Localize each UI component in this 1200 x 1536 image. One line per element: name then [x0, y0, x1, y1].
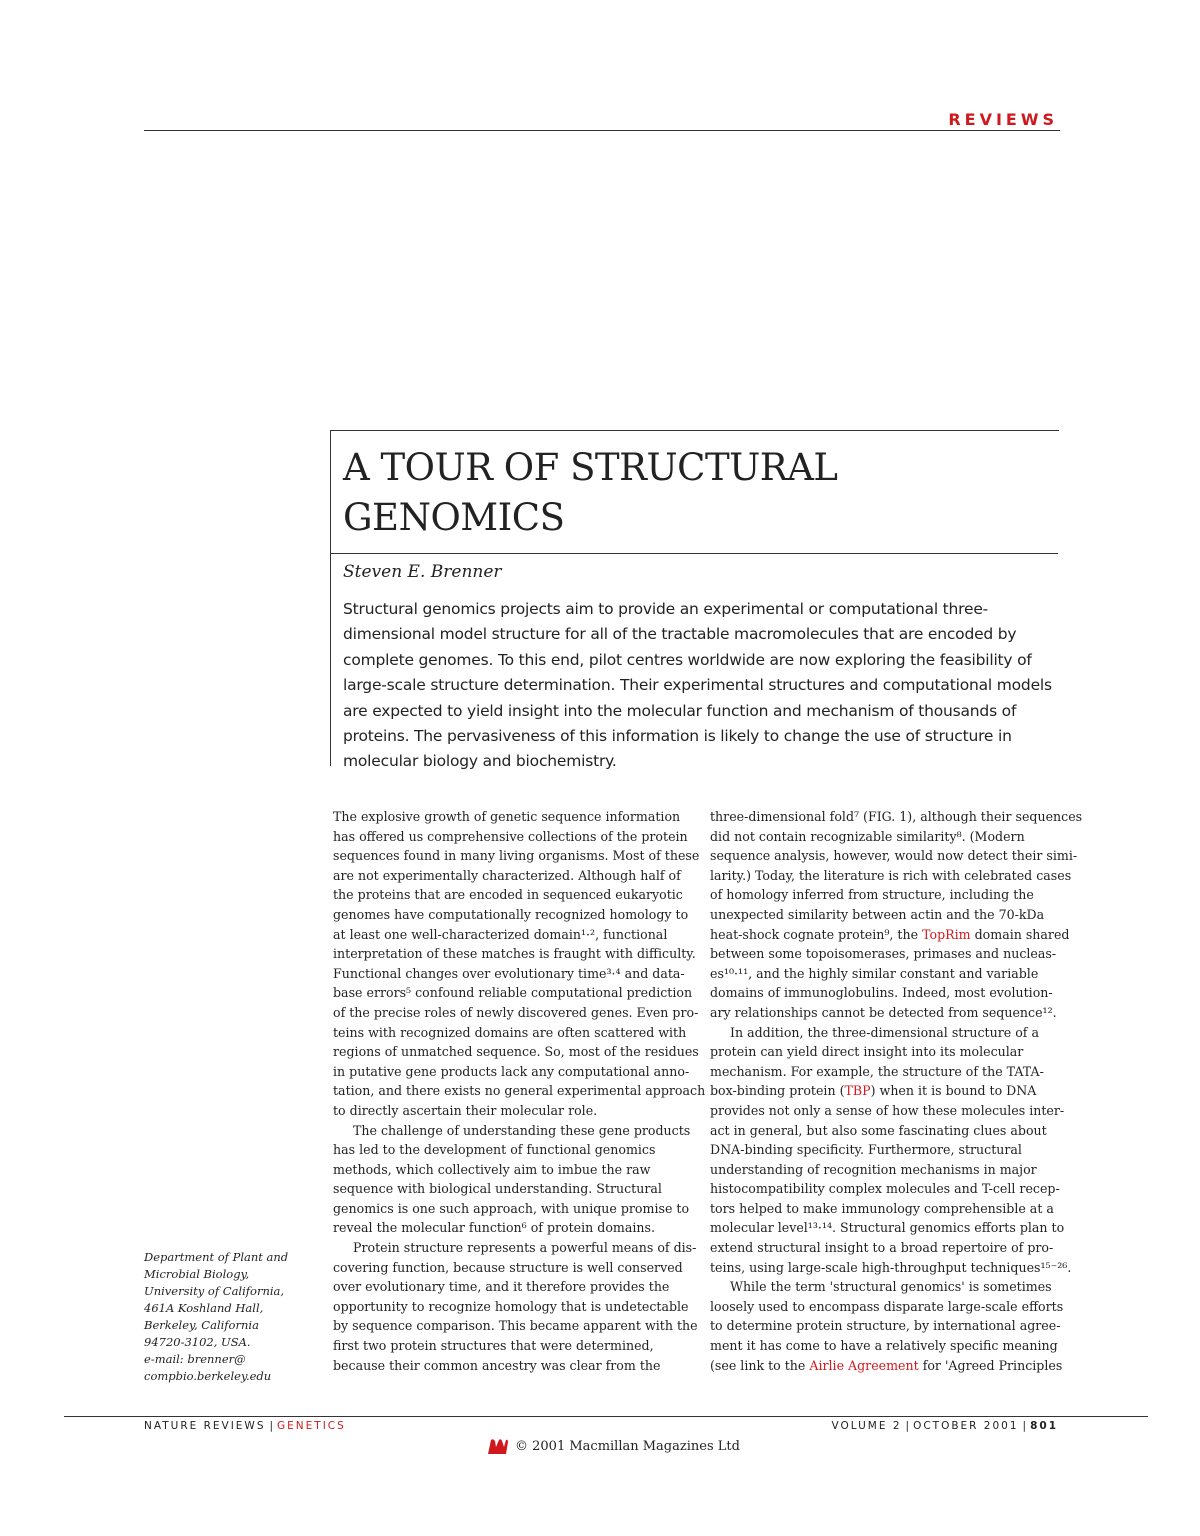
body-line — [710, 1081, 1056, 1101]
journal-name: NATURE REVIEWS — [144, 1420, 266, 1432]
text-run: for 'Agreed Principles — [918, 1357, 1063, 1373]
body-line: tors helped to make immunology comprehensible at a — [710, 1200, 1054, 1216]
footer-rule — [64, 1416, 1148, 1417]
body-line: mechanism. For example, the structure of the TATA- — [710, 1063, 1044, 1079]
author-name: Steven E. Brenner — [343, 562, 502, 582]
body-line: tation, and there exists no general experimental approach — [333, 1083, 706, 1099]
body-line: opportunity to recognize homology that is undetectable — [333, 1298, 689, 1314]
body-line: provides not only a sense of how these molecules inter- — [710, 1102, 1065, 1118]
body-line: molecular level¹³·¹⁴. Structural genomics efforts plan to — [710, 1220, 1065, 1236]
body-line: by sequence comparison. This became apparent with the — [333, 1318, 698, 1334]
footer-issue — [832, 1420, 1058, 1432]
issue-date: OCTOBER 2001 — [913, 1420, 1019, 1432]
body-line: understanding of recognition mechanisms in major — [710, 1161, 1037, 1177]
body-line: extend structural insight to a broad repertoire of pro- — [710, 1240, 1054, 1256]
body-line: In addition, the three-dimensional structure of a — [730, 1024, 1039, 1040]
abstract-line: Structural genomics projects aim to provide an experimental or computational three- — [343, 600, 989, 618]
text-run: (see link to the — [710, 1357, 810, 1373]
body-line: genomes have computationally recognized homology to — [333, 906, 689, 922]
footer-separator: | — [905, 1420, 910, 1432]
affiliation-line: Berkeley, California — [144, 1318, 259, 1332]
affiliation-line: 94720-3102, USA. — [144, 1335, 251, 1349]
body-line — [710, 1356, 1063, 1376]
body-line: did not contain recognizable similarity⁸. (Modern — [710, 828, 1025, 844]
body-line: because their common ancestry was clear from the — [333, 1357, 661, 1373]
journal-section: GENETICS — [277, 1420, 346, 1432]
article-title — [343, 443, 1043, 543]
abstract-line: large-scale structure determination. Their experimental structures and computational models — [343, 676, 1052, 695]
text-run: box-binding protein ( — [710, 1083, 845, 1099]
text-run: ) when it is bound to DNA — [870, 1083, 1037, 1099]
author-affiliation — [144, 1249, 314, 1385]
text-run: heat-shock cognate protein⁹, the — [710, 926, 923, 942]
body-line: The explosive growth of genetic sequence information — [333, 809, 681, 824]
airlie-agreement-link[interactable]: Airlie Agreement — [809, 1357, 919, 1373]
body-line: at least one well-characterized domain¹·², functional — [333, 926, 668, 942]
volume: VOLUME 2 — [831, 1420, 902, 1432]
body-line: The challenge of understanding these gene products — [353, 1122, 691, 1138]
body-line: has offered us comprehensive collections of the protein — [333, 828, 688, 844]
affiliation-line: Microbial Biology, — [144, 1267, 250, 1281]
body-line: es¹⁰·¹¹, and the highly similar constant and variable — [710, 965, 1039, 981]
abstract-line: are expected to yield insight into the molecular function and mechanism of thousands of — [343, 701, 1017, 720]
toprim-link[interactable]: TopRim — [922, 926, 971, 942]
body-line: base errors⁵ confound reliable computational prediction — [333, 985, 693, 1001]
abstract-line: dimensional model structure for all of the tractable macromolecules that are encoded by — [343, 625, 1017, 644]
abstract-line: proteins. The pervasiveness of this information is likely to change the use of structure in — [343, 727, 1012, 746]
body-line: unexpected similarity between actin and the 70-kDa — [710, 906, 1045, 922]
body-line: act in general, but also some fascinating clues about — [710, 1122, 1047, 1138]
body-line: are not experimentally characterized. Although half of — [333, 867, 681, 883]
body-line: sequence analysis, however, would now detect their simi- — [710, 848, 1078, 864]
body-line: first two protein structures that were determined, — [333, 1338, 654, 1354]
page-number: 801 — [1030, 1420, 1058, 1432]
body-line — [710, 925, 1070, 945]
footer-separator: | — [1022, 1420, 1027, 1432]
body-line: sequences found in many living organisms. Most of these — [333, 848, 700, 864]
body-line: of the precise roles of newly discovered genes. Even pro- — [333, 1004, 699, 1020]
body-line: Protein structure represents a powerful means of dis- — [353, 1240, 697, 1256]
affiliation-line: e-mail: brenner@ — [144, 1352, 246, 1366]
body-line: sequence with biological understanding. Structural — [333, 1181, 662, 1197]
body-line: larity.) Today, the literature is rich with celebrated cases — [710, 867, 1072, 883]
body-line: the proteins that are encoded in sequenced eukaryotic — [333, 887, 683, 903]
body-line: of homology inferred from structure, including the — [710, 887, 1034, 903]
body-line: over evolutionary time, and it therefore provides the — [333, 1279, 670, 1295]
body-line: methods, which collectively aim to imbue the raw — [333, 1161, 651, 1177]
macmillan-logo-icon — [487, 1437, 509, 1455]
body-line: ary relationships cannot be detected from sequence¹². — [710, 1004, 1057, 1020]
body-line: teins with recognized domains are often scattered with — [333, 1024, 687, 1040]
body-line: protein can yield direct insight into its molecular — [710, 1044, 1024, 1060]
affiliation-line: University of California, — [144, 1284, 285, 1298]
section-label: REVIEWS — [948, 110, 1058, 129]
body-line: teins, using large-scale high-throughput techniques¹⁵⁻²⁶. — [710, 1259, 1072, 1275]
copyright-text: © 2001 Macmillan Magazines Ltd — [515, 1438, 740, 1454]
body-line: between some topoisomerases, primases and nucleas- — [710, 946, 1057, 962]
body-line: reveal the molecular function⁶ of protein domains. — [333, 1220, 655, 1236]
header-rule — [144, 130, 1060, 131]
body-line: domains of immunoglobulins. Indeed, most evolution- — [710, 985, 1053, 1001]
affiliation-line: Department of Plant and — [144, 1250, 289, 1264]
body-column-1 — [333, 807, 706, 1375]
tbp-link[interactable]: TBP — [844, 1083, 871, 1099]
body-line: has led to the development of functional genomics — [333, 1142, 656, 1158]
body-column-2 — [710, 807, 1083, 1375]
body-line: ment it has come to have a relatively specific meaning — [710, 1338, 1058, 1354]
copyright-line — [487, 1437, 740, 1455]
body-line: While the term 'structural genomics' is sometimes — [730, 1279, 1052, 1295]
body-line: in putative gene products lack any computational anno- — [333, 1063, 690, 1079]
body-line: Functional changes over evolutionary time³·⁴ and data- — [333, 965, 685, 981]
body-line: histocompatibility complex molecules and T-cell recep- — [710, 1181, 1060, 1197]
body-line: to directly ascertain their molecular role. — [333, 1102, 598, 1118]
affiliation-line: 461A Koshland Hall, — [144, 1301, 264, 1315]
title-line-2: GENOMICS — [343, 496, 565, 539]
title-line-1: A TOUR OF STRUCTURAL — [343, 446, 838, 489]
abstract — [343, 597, 1055, 775]
body-line: DNA-binding specificity. Furthermore, structural — [710, 1142, 1022, 1158]
abstract-line: molecular biology and biochemistry. — [343, 752, 617, 771]
body-line: regions of unmatched sequence. So, most of the residues — [333, 1044, 699, 1060]
affiliation-line: compbio.berkeley.edu — [144, 1369, 272, 1383]
footer-separator: | — [269, 1420, 274, 1432]
text-run: domain shared — [970, 926, 1070, 942]
footer-journal — [144, 1420, 346, 1432]
body-line: three-dimensional fold⁷ (FIG. 1), although their sequences — [710, 809, 1083, 824]
abstract-line: complete genomes. To this end, pilot centres worldwide are now exploring the feasibility of — [343, 650, 1032, 669]
body-line: to determine protein structure, by international agree- — [710, 1318, 1061, 1334]
body-line: genomics is one such approach, with unique promise to — [333, 1200, 690, 1216]
body-line: interpretation of these matches is fraught with difficulty. — [333, 946, 696, 962]
title-rule — [330, 553, 1058, 554]
body-line: loosely used to encompass disparate large-scale efforts — [710, 1298, 1064, 1314]
body-line: covering function, because structure is well conserved — [333, 1259, 683, 1275]
